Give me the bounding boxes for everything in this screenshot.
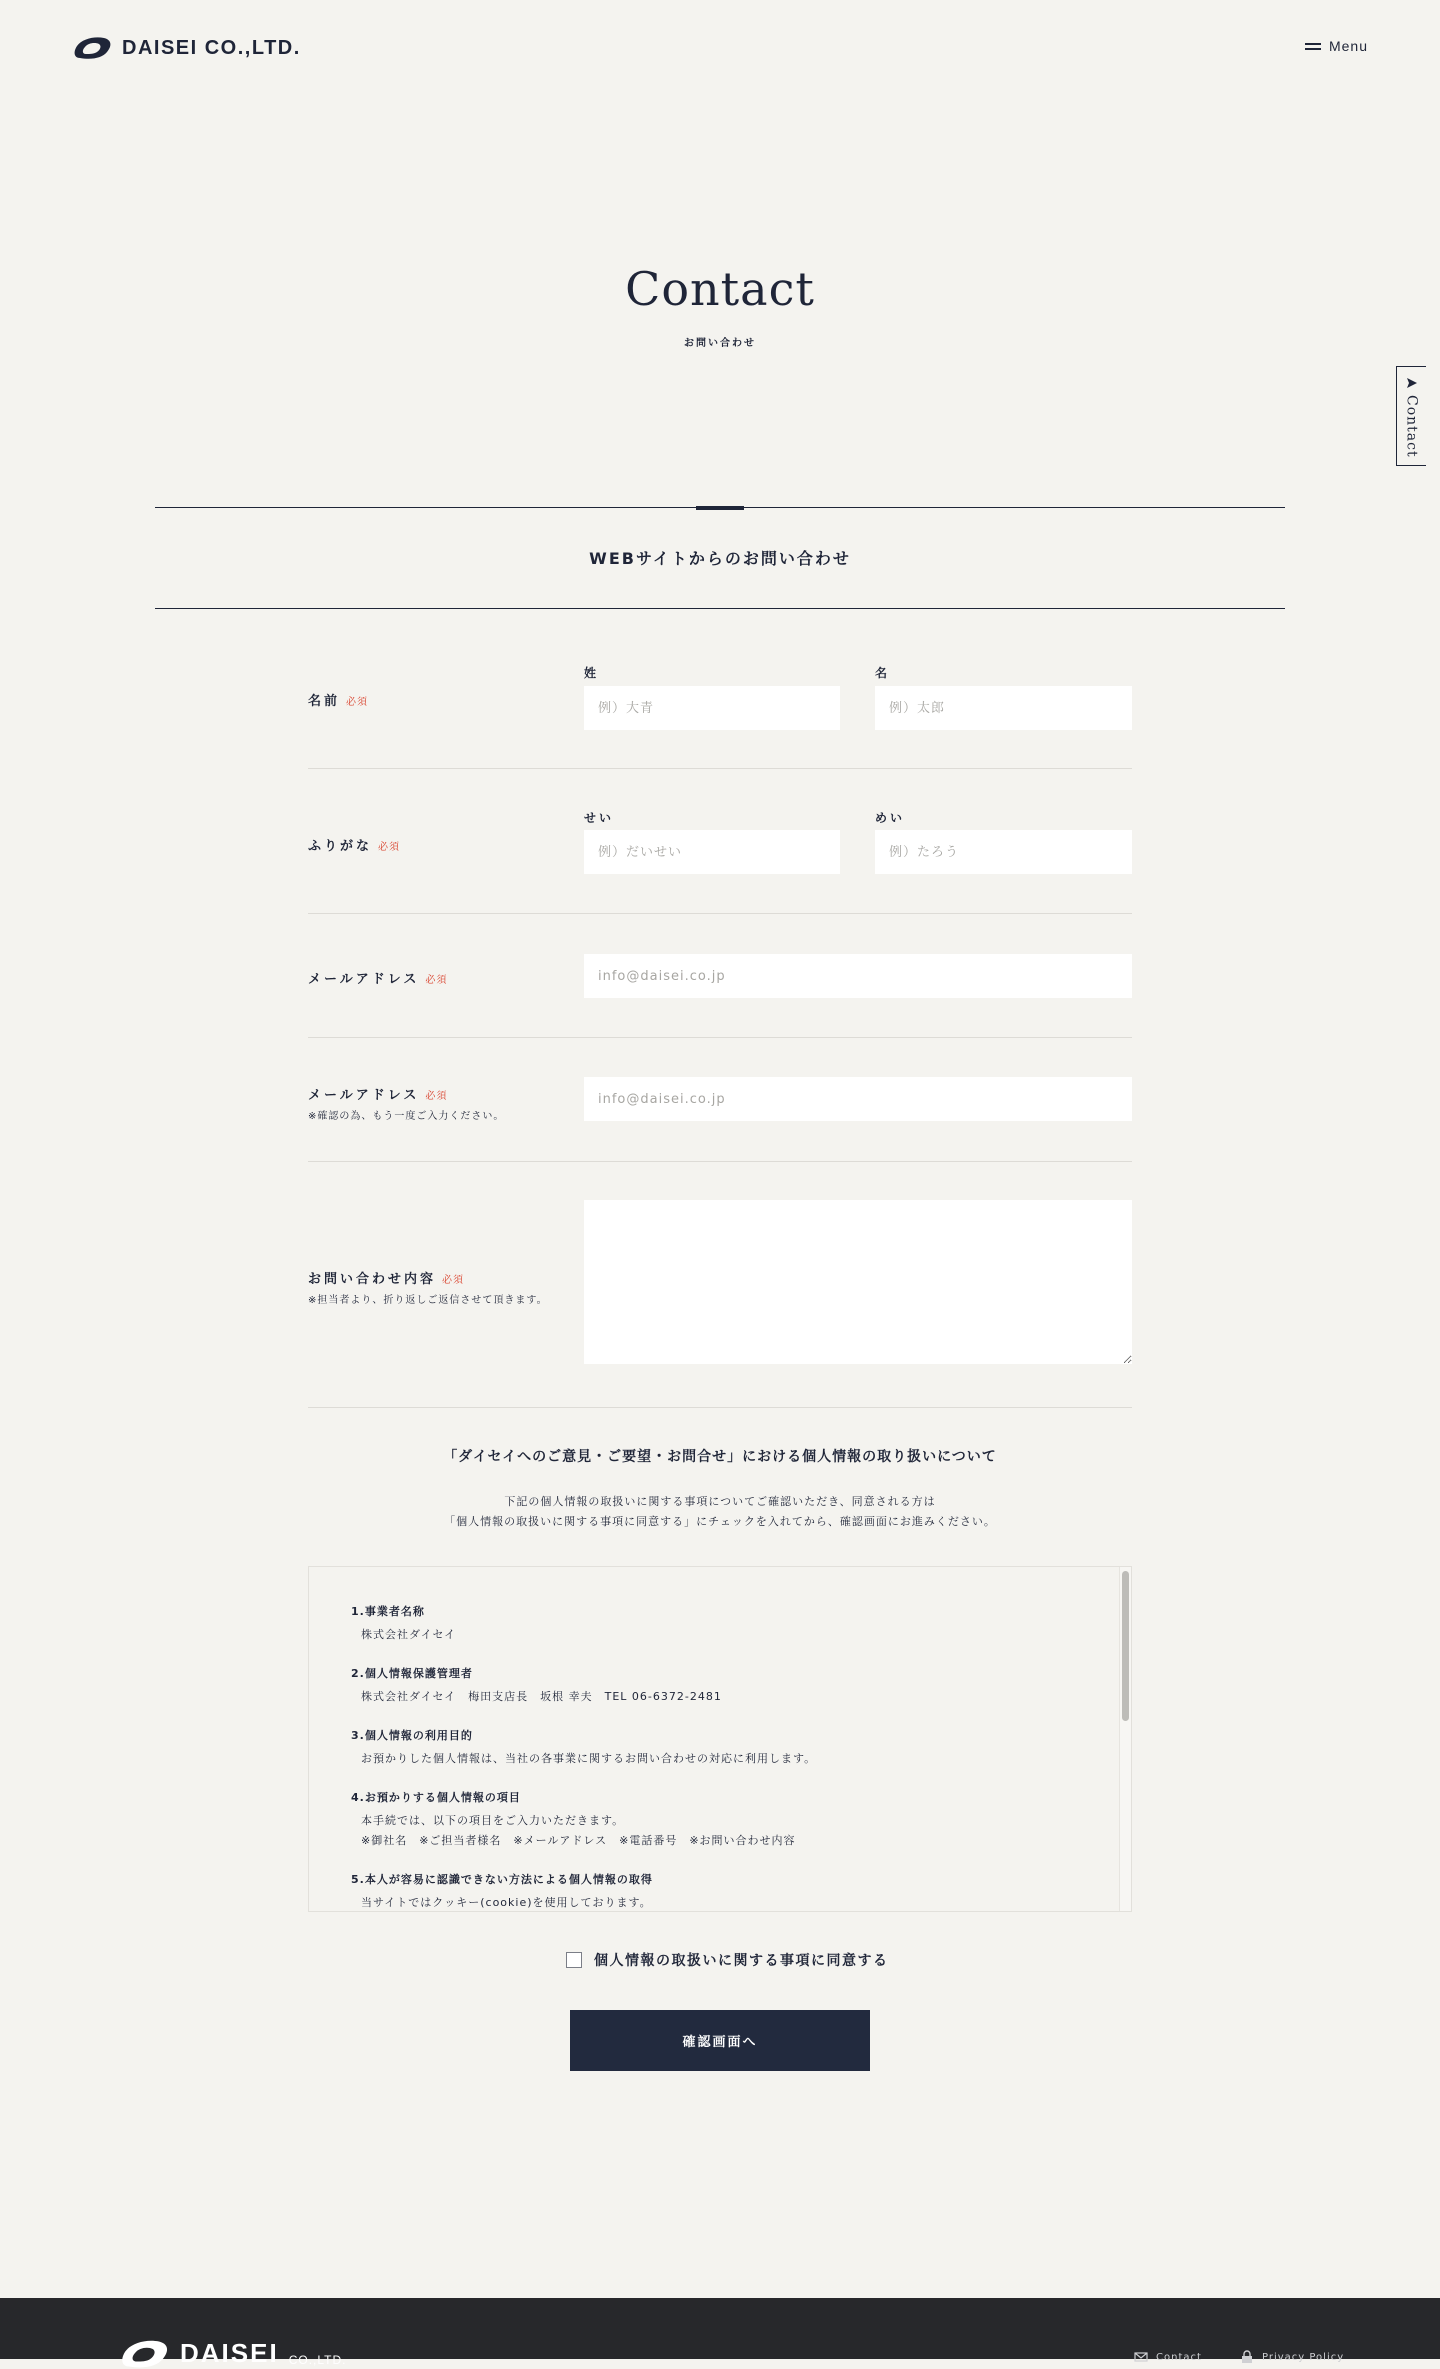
email-confirm-label: メールアドレス 必須 ※確認の為、もう一度ご入力ください。 — [308, 1088, 505, 1122]
confirm-button[interactable]: 確認画面へ — [570, 2010, 870, 2071]
footer-link-privacy[interactable]: Privacy Policy — [1240, 2350, 1344, 2364]
menu-label: Menu — [1328, 38, 1368, 54]
site-footer — [0, 2298, 1440, 2368]
form-row-email-confirm — [308, 1038, 1132, 1162]
last-name-label: 姓 — [584, 666, 600, 680]
hamburger-icon — [1305, 41, 1321, 51]
envelope-icon — [1134, 2350, 1148, 2364]
page-title: Contact — [625, 262, 815, 316]
form-row-name — [308, 640, 1132, 769]
daisei-logo-icon — [72, 36, 112, 60]
footer-logo-small: CO.,LTD. — [288, 2353, 347, 2367]
required-badge: 必須 — [378, 842, 401, 853]
paper-plane-icon — [1406, 377, 1418, 389]
lock-icon — [1240, 2350, 1254, 2364]
inquiry-textarea[interactable] — [584, 1200, 1132, 1364]
first-name-input[interactable] — [875, 686, 1132, 730]
site-header — [0, 0, 1440, 100]
scrollbar-thumb[interactable] — [1122, 1571, 1129, 1721]
name-label: 名前 必須 — [308, 694, 369, 709]
section-divider-bottom — [155, 608, 1285, 609]
side-tab-label: Contact — [1403, 395, 1420, 458]
section-title: WEBサイトからのお問い合わせ — [589, 549, 851, 568]
footer-logo[interactable] — [118, 2338, 346, 2369]
inquiry-note: ※担当者より、折り返しご返信させて頂きます。 — [308, 1295, 548, 1306]
privacy-item: 1.事業者名称 株式会社ダイセイ — [351, 1605, 457, 1641]
first-kana-input[interactable] — [875, 830, 1132, 874]
required-badge: 必須 — [425, 975, 448, 986]
required-badge: 必須 — [346, 697, 369, 708]
logo-text: DAISEI CO.,LTD. — [122, 36, 301, 59]
privacy-item: 3.個人情報の利用目的 お預かりした個人情報は、当社の各事業に関するお問い合わせの対応に利用します。 — [351, 1729, 817, 1765]
form-row-inquiry — [308, 1162, 1132, 1408]
first-kana-label: めい — [875, 811, 906, 825]
first-name-label: 名 — [875, 666, 891, 680]
privacy-item: 5.本人が容易に認識できない方法による個人情報の取得 当サイトではクッキー(cookie)を使用しております。 — [351, 1873, 653, 1909]
last-name-input[interactable] — [584, 686, 840, 730]
consent-checkbox[interactable] — [566, 1952, 582, 1968]
last-kana-input[interactable] — [584, 830, 840, 874]
required-badge: 必須 — [442, 1275, 465, 1286]
consent-label: 個人情報の取扱いに関する事項に同意する — [594, 1953, 889, 1969]
privacy-scroll-content — [309, 1567, 1121, 1911]
privacy-title: 「ダイセイへのご意見・ご要望・お問合せ」における個人情報の取り扱いについて — [443, 1449, 997, 1465]
privacy-item: 2.個人情報保護管理者 株式会社ダイセイ 梅田支店長 坂根 幸夫 TEL 06-6372-2481 — [351, 1667, 722, 1703]
page-subtitle: お問い合わせ — [684, 338, 756, 349]
form-row-email — [308, 914, 1132, 1038]
privacy-scrollbar[interactable] — [1119, 1567, 1131, 1911]
privacy-item: 4.お預かりする個人情報の項目 本手続では、以下の項目をご入力いただきます。 ※御社名 ※ご担当者様名 ※メールアドレス ※電話番号 ※お問い合わせ内容 — [351, 1791, 796, 1847]
privacy-policy-box[interactable] — [308, 1566, 1132, 1912]
inquiry-label: お問い合わせ内容 必須 ※担当者より、折り返しご返信させて頂きます。 — [308, 1272, 548, 1306]
footer-link-contact[interactable]: Contact — [1134, 2350, 1202, 2364]
email-confirm-note: ※確認の為、もう一度ご入力ください。 — [308, 1111, 505, 1122]
privacy-intro: 下記の個人情報の取扱いに関する事項についてご確認いただき、同意される方は 「個人情報の取扱いに関する事項に同意する」にチェックを入れてから、確認画面にお進みください。 — [444, 1495, 996, 1528]
daisei-logo-icon — [118, 2339, 170, 2369]
email-confirm-input[interactable] — [584, 1077, 1132, 1121]
last-kana-label: せい — [584, 811, 615, 825]
email-input[interactable] — [584, 954, 1132, 998]
section-divider-accent — [696, 506, 744, 510]
form-row-furigana — [308, 769, 1132, 914]
side-contact-tab[interactable] — [1396, 366, 1426, 466]
site-logo[interactable] — [72, 36, 301, 60]
email-label: メールアドレス 必須 — [308, 972, 448, 987]
furigana-label: ふりがな 必須 — [308, 839, 401, 854]
consent-checkbox-row[interactable] — [566, 1950, 889, 1970]
required-badge: 必須 — [425, 1091, 448, 1102]
menu-button[interactable] — [1305, 38, 1368, 54]
footer-logo-text: DAISEI — [180, 2338, 279, 2368]
